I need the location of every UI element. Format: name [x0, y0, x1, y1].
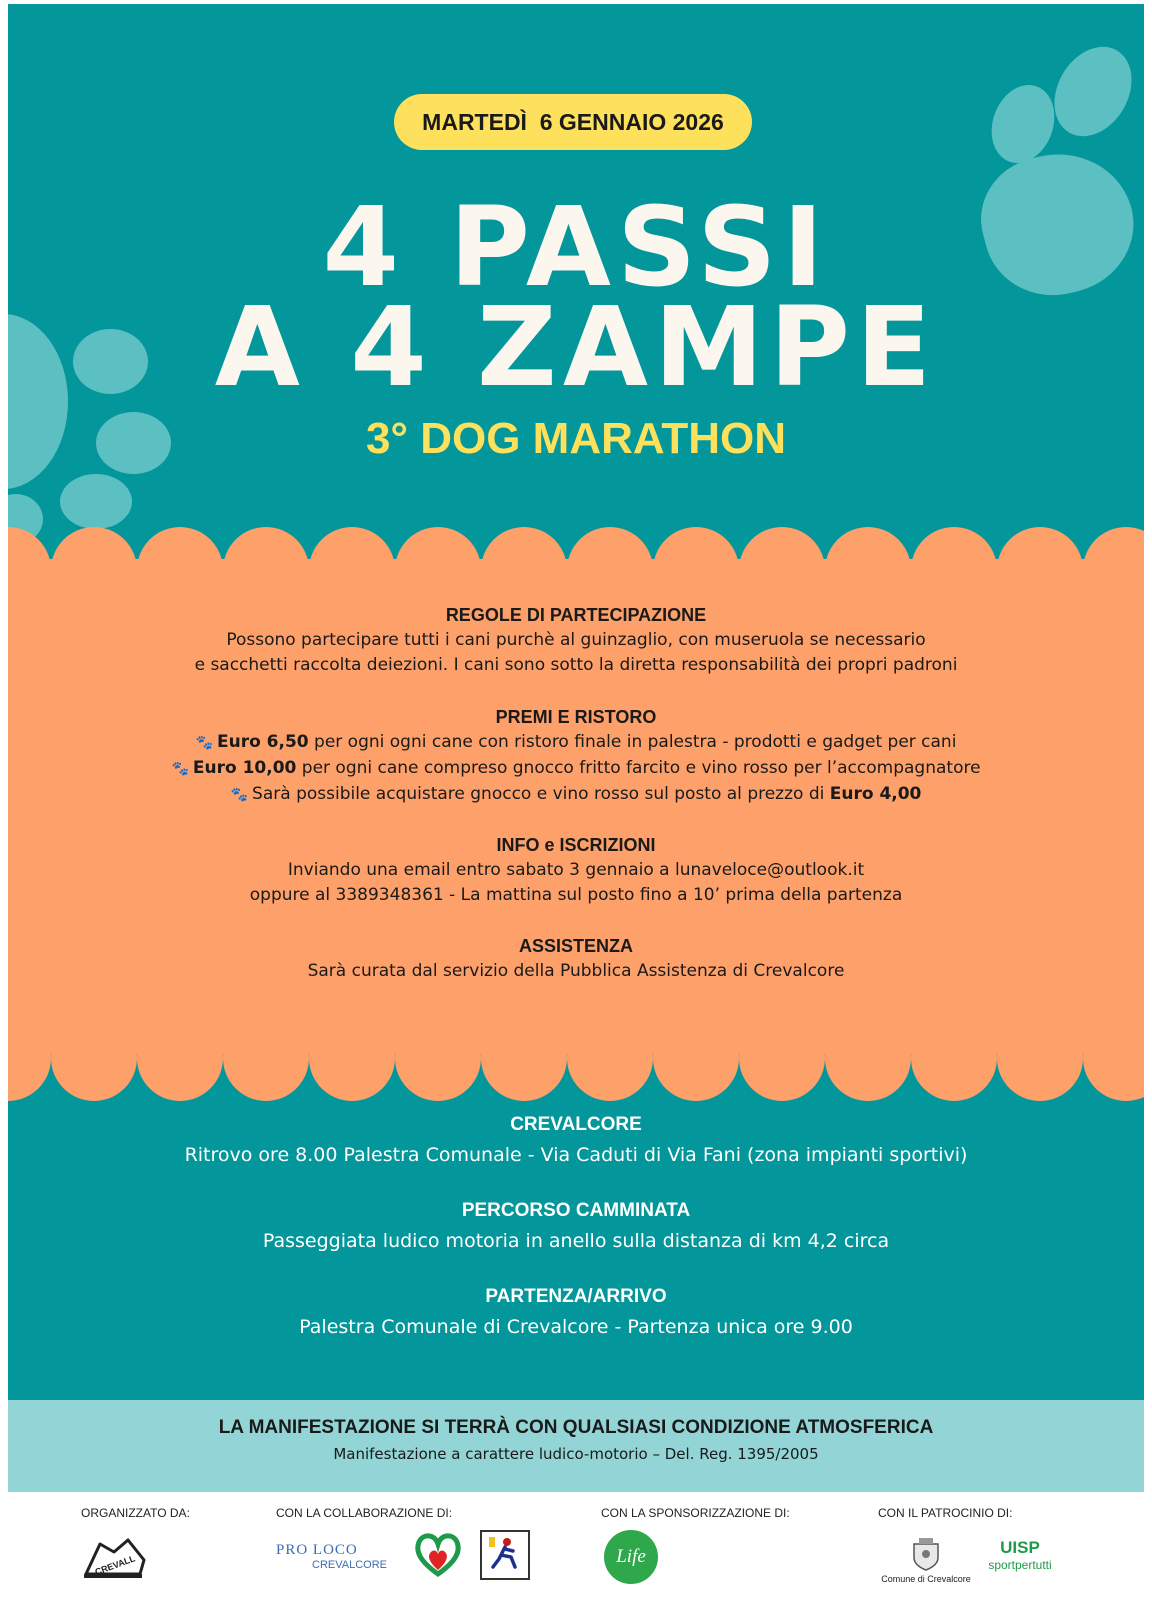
scallop-bump [739, 1015, 825, 1101]
rules-section [8, 602, 1144, 678]
subtitle: 3° DOG MARATHON [365, 414, 787, 463]
prizes-section [8, 704, 1144, 808]
life-logo [604, 1530, 658, 1584]
scallop-bump [395, 1015, 481, 1101]
scallop-bump [997, 527, 1083, 613]
route-section [8, 1196, 1144, 1256]
prizes-title: PREMI E RISTORO [495, 707, 657, 727]
start-line-1: Palestra Comunale di Crevalcore - Partenza unica ore 9.00 [299, 1316, 853, 1338]
comune-text: Comune di Crevalcore [881, 1574, 971, 1584]
scallop-bump [481, 527, 567, 613]
runner-logo [480, 1530, 530, 1580]
event-date: MARTEDÌ 6 GENNAIO 2026 [422, 108, 724, 135]
scallop-top [8, 524, 1144, 604]
heart-icon [413, 1530, 463, 1578]
collab-label: CON LA COLLABORAZIONE DI: [276, 1506, 453, 1520]
collab-column [276, 1506, 452, 1520]
sponsor-label: CON LA SPONSORIZZAZIONE DI: [601, 1506, 790, 1520]
rules-line-2: e sacchetti raccolta deiezioni. I cani sono sotto la diretta responsabilità dei propri padroni [194, 655, 958, 675]
proloco-logo [276, 1536, 406, 1576]
scallop-bump [825, 1015, 911, 1101]
organizer-logo-text: CREVALL [93, 1553, 137, 1578]
scallop-bump [8, 1015, 51, 1101]
event-date-badge [394, 94, 752, 150]
uisp-text: UISP [1000, 1538, 1040, 1557]
prize-3-price: Euro 4,00 [829, 784, 922, 804]
scallop-bump [8, 527, 51, 613]
assistance-line-1: Sarà curata dal servizio della Pubblica Assistenza di Crevalcore [307, 961, 845, 981]
prize-1-price: Euro 6,50 [216, 732, 309, 752]
scallop-bump [309, 1015, 395, 1101]
organized-label: ORGANIZZATO DA: [81, 1506, 190, 1520]
meeting-section [8, 1110, 1144, 1170]
scallop-bottom [8, 1024, 1144, 1104]
scallop-bump [137, 1015, 223, 1101]
scallop-bump [567, 527, 653, 613]
uisp-logo [980, 1530, 1060, 1580]
coat-of-arms-icon [911, 1536, 941, 1572]
prize-2-text: per ogni cane compreso gnocco fritto farcito e vino rosso per l’accompagnatore [296, 758, 981, 778]
paw-toe-left-3-icon [60, 474, 132, 529]
life-text: Life [616, 1546, 646, 1567]
scallop-bump [911, 1015, 997, 1101]
scallop-bump [309, 527, 395, 613]
assistance-section [8, 933, 1144, 984]
prize-item-1 [8, 730, 1144, 756]
title-line-2: A 4 ZAMPE [214, 283, 938, 411]
scallop-bump [653, 527, 739, 613]
assistance-title: ASSISTENZA [518, 936, 633, 956]
poster [8, 4, 1144, 1596]
proloco-text: PRO LOCO [276, 1541, 358, 1558]
scallop-bump [1083, 527, 1144, 613]
weather-title: LA MANIFESTAZIONE SI TERRÀ CON QUALSIASI CONDIZIONE ATMOSFERICA [218, 1417, 934, 1438]
scallop-bump [997, 1015, 1083, 1101]
route-title: PERCORSO CAMMINATA [461, 1200, 691, 1221]
scallop-bump [653, 1015, 739, 1101]
sponsor-column [601, 1506, 790, 1520]
paw-bullet-icon: 🐾 [195, 735, 213, 751]
patron-label: CON IL PATROCINIO DI: [878, 1506, 1013, 1520]
weather-line-1: Manifestazione a carattere ludico-motorio – Del. Reg. 1395/2005 [333, 1445, 819, 1463]
weather-notice [8, 1400, 1144, 1492]
start-section [8, 1282, 1144, 1342]
organizer-shoe-logo [80, 1530, 150, 1590]
proloco-sub: CREVALCORE [312, 1558, 387, 1571]
scallop-bump [51, 527, 137, 613]
scallop-bump [223, 1015, 309, 1101]
runner-icon [483, 1533, 527, 1577]
footer [8, 1492, 1144, 1596]
rules-line-1: Possono partecipare tutti i cani purchè al guinzaglio, con museruola se necessario [226, 630, 926, 650]
start-title: PARTENZA/ARRIVO [485, 1286, 667, 1307]
rules-title: REGOLE DI PARTECIPAZIONE [445, 605, 707, 625]
shoe-icon [80, 1530, 150, 1590]
scallop-bump [223, 527, 309, 613]
paw-bullet-icon: 🐾 [171, 761, 189, 777]
prize-item-3 [8, 782, 1144, 808]
scallop-bump [1083, 1015, 1144, 1101]
route-line-1: Passeggiata ludico motoria in anello sulla distanza di km 4,2 circa [262, 1230, 890, 1252]
title-line-1: 4 PASSI [322, 183, 830, 311]
meeting-title: CREVALCORE [510, 1114, 642, 1135]
scallop-bump [137, 527, 223, 613]
scallop-bump [567, 1015, 653, 1101]
prize-1-text: per ogni ogni cane con ristoro finale in palestra - prodotti e gadget per cani [308, 732, 957, 752]
patron-column [878, 1506, 1012, 1520]
meeting-line-1: Ritrovo ore 8.00 Palestra Comunale - Via Caduti di Via Fani (zona impianti sportivi) [184, 1144, 968, 1166]
scallop-bump [481, 1015, 567, 1101]
scallop-bump [51, 1015, 137, 1101]
scallop-bump [739, 527, 825, 613]
info-line-2: oppure al 3389348361 - La mattina sul posto fino a 10’ prima della partenza [249, 885, 903, 905]
prize-3-text: Sarà possibile acquistare gnocco e vino rosso sul posto al prezzo di [252, 784, 830, 804]
prize-item-2 [8, 756, 1144, 782]
comune-logo [876, 1530, 976, 1590]
heart-logo [413, 1530, 463, 1578]
info-section [8, 832, 1144, 908]
info-title: INFO e ISCRIZIONI [496, 835, 656, 855]
organized-column [81, 1506, 190, 1520]
scallop-bump [911, 527, 997, 613]
scallop-bump [825, 527, 911, 613]
scallop-bump [395, 527, 481, 613]
info-line-1: Inviando una email entro sabato 3 gennaio a lunaveloce@outlook.it [287, 860, 865, 880]
prize-2-price: Euro 10,00 [192, 758, 297, 778]
paw-bullet-icon: 🐾 [230, 787, 249, 803]
uisp-sub: sportpertutti [988, 1558, 1052, 1572]
